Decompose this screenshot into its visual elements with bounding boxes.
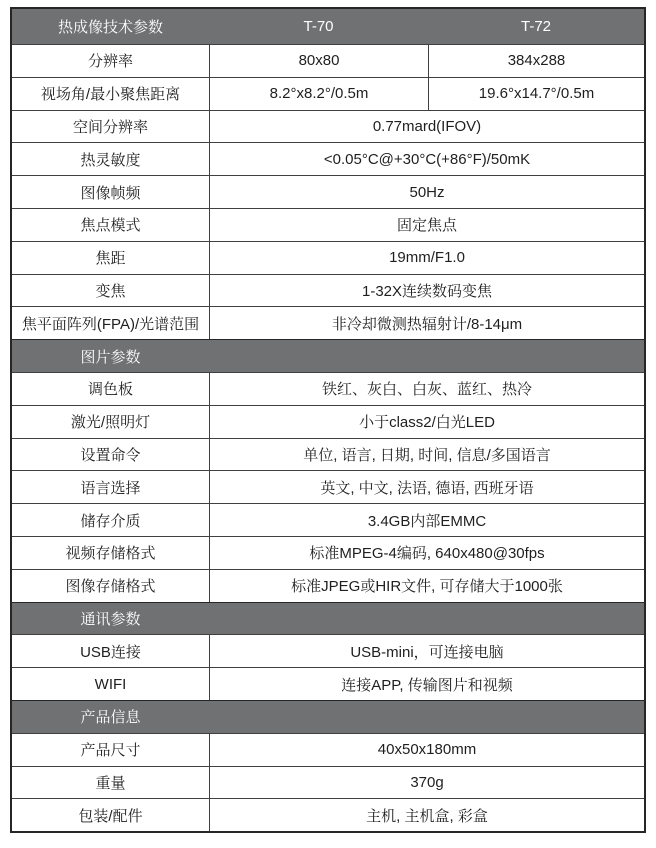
row-value: 单位, 语言, 日期, 时间, 信息/多国语言 bbox=[209, 439, 644, 471]
row-value: 标准JPEG或HIR文件, 可存储大于1000张 bbox=[209, 570, 644, 602]
row-label: 焦平面阵列(FPA)/光谱范围 bbox=[21, 315, 200, 333]
row-label: 储存介质 bbox=[80, 512, 141, 530]
table-row-packaging bbox=[12, 798, 644, 831]
column-header-t70: T-70 bbox=[303, 18, 334, 35]
row-value-t72: 384x288 bbox=[428, 45, 644, 77]
table-row-laser-light bbox=[12, 405, 644, 438]
row-value: 19mm/F1.0 bbox=[209, 242, 644, 274]
section-title: 图片参数 bbox=[80, 348, 141, 366]
row-value: 英文, 中文, 法语, 德语, 西班牙语 bbox=[209, 471, 644, 503]
table-row-frame-rate bbox=[12, 175, 644, 208]
section-title: 通讯参数 bbox=[80, 610, 141, 628]
row-label: 变焦 bbox=[95, 282, 126, 300]
section-header-communication-params bbox=[12, 602, 644, 635]
row-value: 标准MPEG-4编码, 640x480@30fps bbox=[209, 537, 644, 569]
row-value: 1-32X连续数码变焦 bbox=[209, 275, 644, 307]
row-label: 热灵敏度 bbox=[80, 151, 141, 169]
table-row-language-selection bbox=[12, 470, 644, 503]
row-label: 重量 bbox=[95, 774, 126, 792]
row-label: 调色板 bbox=[87, 381, 133, 399]
table-row-fpa-spectral-range bbox=[12, 306, 644, 339]
table-row-zoom bbox=[12, 274, 644, 307]
row-label: 视频存储格式 bbox=[65, 545, 156, 563]
section-header-image-params bbox=[12, 339, 644, 372]
column-header-t72: T-72 bbox=[520, 18, 551, 35]
row-value: USB-mini，可连接电脑 bbox=[209, 635, 644, 667]
table-row-palette bbox=[12, 372, 644, 405]
row-value-t70: 8.2°x8.2°/0.5m bbox=[209, 78, 428, 110]
table-title: 热成像技术参数 bbox=[57, 19, 163, 36]
row-value: <0.05°C@+30°C(+86°F)/50mK bbox=[209, 143, 644, 175]
row-label: USB连接 bbox=[80, 643, 141, 661]
table-row-product-size bbox=[12, 733, 644, 766]
row-value: 铁红、灰白、白灰、蓝红、热冷 bbox=[209, 373, 644, 405]
section-title: 产品信息 bbox=[80, 709, 141, 727]
table-row-thermal-sensitivity bbox=[12, 142, 644, 175]
table-row-focal-length bbox=[12, 241, 644, 274]
table-row-storage-medium bbox=[12, 503, 644, 536]
section-filler bbox=[209, 340, 644, 372]
row-value: 连接APP, 传输图片和视频 bbox=[209, 668, 644, 700]
row-value: 3.4GB内部EMMC bbox=[209, 504, 644, 536]
row-label: 焦距 bbox=[95, 250, 126, 268]
row-label: WIFI bbox=[94, 675, 127, 693]
row-value: 50Hz bbox=[209, 176, 644, 208]
row-label: 焦点模式 bbox=[80, 217, 141, 235]
row-value: 370g bbox=[209, 767, 644, 799]
section-header-product-info bbox=[12, 700, 644, 733]
row-value-t72: 19.6°x14.7°/0.5m bbox=[428, 78, 644, 110]
table-row-usb bbox=[12, 634, 644, 667]
row-label: 包装/配件 bbox=[78, 807, 143, 825]
row-label: 图像存储格式 bbox=[65, 578, 156, 596]
row-label: 产品尺寸 bbox=[80, 742, 141, 760]
section-filler bbox=[209, 701, 644, 733]
spec-table bbox=[10, 7, 646, 833]
row-value: 非冷却微测热辐射计/8-14μm bbox=[209, 307, 644, 339]
row-label: 语言选择 bbox=[80, 479, 141, 497]
table-row-resolution bbox=[12, 44, 644, 77]
table-header-row bbox=[12, 9, 644, 44]
row-value: 0.77mard(IFOV) bbox=[209, 111, 644, 143]
table-row-weight bbox=[12, 766, 644, 799]
row-value: 40x50x180mm bbox=[209, 734, 644, 766]
row-label: 分辨率 bbox=[87, 53, 133, 71]
table-row-wifi bbox=[12, 667, 644, 700]
table-row-spatial-resolution bbox=[12, 110, 644, 143]
section-filler bbox=[209, 603, 644, 635]
row-value: 小于class2/白光LED bbox=[209, 406, 644, 438]
table-row-setup-commands bbox=[12, 438, 644, 471]
row-value: 主机, 主机盒, 彩盒 bbox=[209, 799, 644, 831]
table-row-focus-mode bbox=[12, 208, 644, 241]
row-label: 设置命令 bbox=[80, 446, 141, 464]
row-label: 图像帧频 bbox=[80, 184, 141, 202]
table-row-video-format bbox=[12, 536, 644, 569]
row-label: 视场角/最小聚焦距离 bbox=[40, 86, 181, 104]
row-label: 空间分辨率 bbox=[72, 118, 148, 136]
row-label: 激光/照明灯 bbox=[70, 414, 151, 432]
table-row-fov bbox=[12, 77, 644, 110]
table-row-image-format bbox=[12, 569, 644, 602]
row-value: 固定焦点 bbox=[209, 209, 644, 241]
row-value-t70: 80x80 bbox=[209, 45, 428, 77]
